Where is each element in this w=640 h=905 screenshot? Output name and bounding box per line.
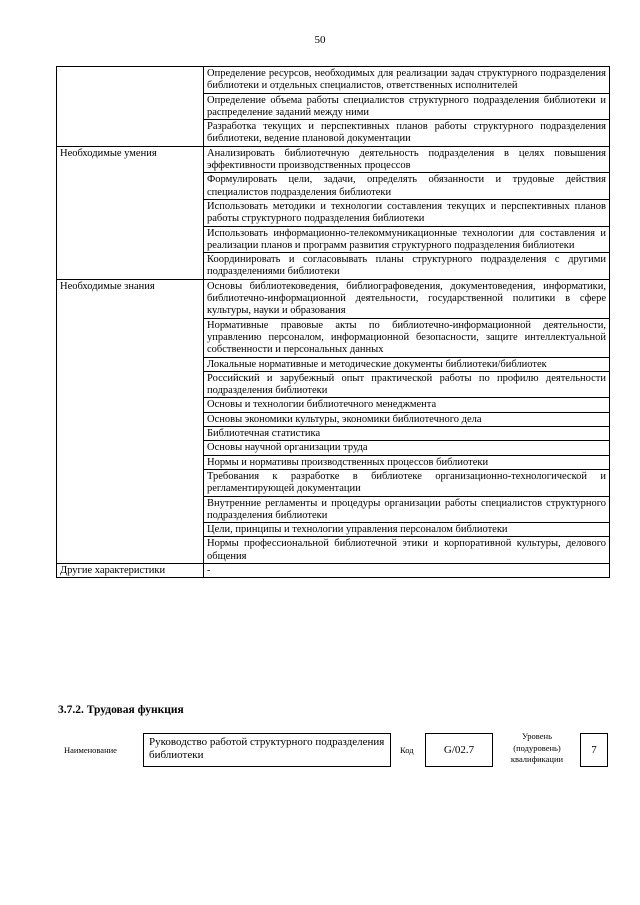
row-group-label [57, 67, 204, 147]
labor-function-level-value: 7 [580, 733, 608, 767]
table-cell-description: Определение ресурсов, необходимых для реализации задач структурного подразделения библиотеки и отдельных специалистов, ответственных исполнителей [204, 67, 610, 94]
table-cell-description: Формулировать цели, задачи, определять обязанности и трудовые действия специалистов подразделения библиотеки [204, 173, 610, 200]
table-row [57, 563, 610, 577]
labor-function-code-value: G/02.7 [425, 733, 493, 767]
table-cell-description: Основы библиотековедения, библиографоведения, документоведения, информатики, библиотечно-информационной деятельности, государственной политики в сфере культуры, науки и образования [204, 279, 610, 318]
table-cell-description: Основы экономики культуры, экономики библиотечного дела [204, 412, 610, 426]
table-cell-description: Библиотечная статистика [204, 427, 610, 441]
row-group-label: Необходимые умения [57, 146, 204, 279]
requirements-table [56, 66, 610, 578]
row-group-label: Необходимые знания [57, 279, 204, 563]
table-cell-description: Российский и зарубежный опыт практической работы по профилю деятельности подразделения библиотеки [204, 371, 610, 398]
section-title: 3.7.2. Трудовая функция [58, 704, 184, 716]
table-cell-description: Основы и технологии библиотечного менеджмента [204, 398, 610, 412]
table-cell-description: Внутренние регламенты и процедуры организации работы специалистов структурного подразделения библиотеки [204, 496, 610, 523]
labor-function-level-label: Уровень (подуровень) квалификации [510, 731, 564, 764]
table-row [57, 67, 610, 94]
page-number: 50 [314, 34, 326, 46]
table-cell-description: Использовать информационно-телекоммуникационные технологии для составления и реализации планов и программ развития структурного подразделения библиотеки [204, 226, 610, 253]
table-cell-description: Основы научной организации труда [204, 441, 610, 455]
table-row [57, 279, 610, 318]
labor-function-code-label: Код [400, 745, 414, 755]
table-cell-description: Цели, принципы и технологии управления персоналом библиотеки [204, 523, 610, 537]
labor-function-name-label: Наименование [64, 745, 117, 755]
table-cell-description: Локальные нормативные и методические документы библиотеки/библиотек [204, 357, 610, 371]
table-cell-description: Нормы профессиональной библиотечной этики и корпоративной культуры, делового общения [204, 537, 610, 564]
table-cell-description: Использовать методики и технологии составления текущих и перспективных планов работы структурного подразделения библиотеки [204, 199, 610, 226]
table-cell-description: Нормы и нормативы производственных процессов библиотеки [204, 455, 610, 469]
table-cell-description: - [204, 563, 610, 577]
row-group-label: Другие характеристики [57, 563, 204, 577]
table-cell-description: Анализировать библиотечную деятельность подразделения в целях повышения эффективности производственных процессов [204, 146, 610, 173]
table-cell-description: Нормативные правовые акты по библиотечно-информационной деятельности, управлению персоналом, информационной безопасности, защите интеллектуальной собственности и персональных данных [204, 318, 610, 357]
table-cell-description: Определение объема работы специалистов структурного подразделения библиотеки и распределение заданий между ними [204, 93, 610, 120]
table-cell-description: Координировать и согласовывать планы структурного подразделения с другими подразделениями библиотеки [204, 253, 610, 280]
table-cell-description: Требования к разработке в библиотеке организационно-технологической и регламентирующей документации [204, 469, 610, 496]
labor-function-name-value: Руководство работой структурного подразделения библиотеки [143, 733, 391, 767]
table-row [57, 146, 610, 173]
table-cell-description: Разработка текущих и перспективных планов работы структурного подразделения библиотеки, ведение плановой документации [204, 120, 610, 147]
